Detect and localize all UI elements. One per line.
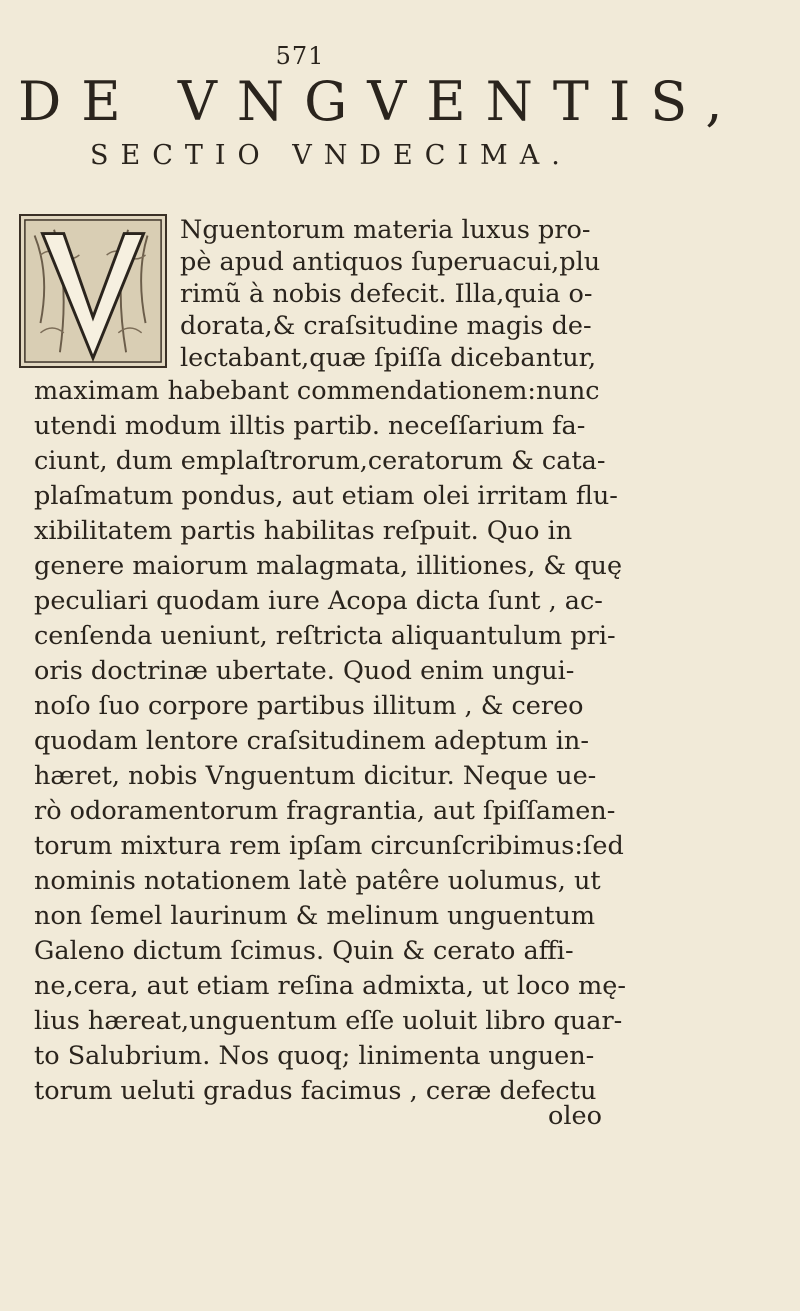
body-line: quodam lentore craſsitudinem adeptum in-: [34, 726, 589, 756]
body-line: torum mixtura rem ipſam circunſcribimus:ſed: [34, 831, 624, 861]
body-line: Nguentorum materia luxus pro-: [180, 215, 591, 245]
body-line: dorata,& craſsitudine magis de-: [180, 311, 592, 341]
decorated-initial-icon: [19, 214, 167, 368]
body-line: rò odoramentorum fragrantia, aut ſpiſſamen-: [34, 796, 616, 826]
body-line: xibilitatem partis habilitas reſpuit. Quo in: [34, 516, 573, 546]
body-line: pè apud antiquos ſuperuacui,plu: [180, 247, 601, 277]
page-number: 571: [275, 42, 325, 70]
body-line: cenſenda ueniunt, reſtricta aliquantulum pri-: [34, 621, 616, 651]
body-line: peculiari quodam iure Acopa dicta ſunt , ac-: [34, 586, 603, 616]
body-line: hæret, nobis Vnguentum dicitur. Neque ue-: [34, 761, 597, 791]
body-line: non ſemel laurinum & melinum unguentum: [34, 901, 596, 931]
body-line: Galeno dictum ſcimus. Quin & cerato affi-: [34, 936, 574, 966]
body-line: utendi modum illtis partib. neceſſarium fa-: [34, 411, 586, 441]
catchword: oleo: [548, 1101, 602, 1131]
body-line: plaſmatum pondus, aut etiam olei irritam flu-: [34, 481, 618, 511]
body-line: lectabant,quæ ſpiſſa dicebantur,: [180, 343, 597, 373]
body-line: noſo ſuo corpore partibus illitum , & cereo: [34, 691, 584, 721]
body-line: ne,cera, aut etiam reſina admixta, ut loco mę-: [34, 971, 626, 1001]
body-line: torum ueluti gradus facimus , ceræ defectu: [34, 1076, 597, 1106]
body-line: genere maiorum malagmata, illitiones, & quę: [34, 551, 623, 581]
section-subtitle: SECTIO VNDECIMA.: [90, 140, 572, 171]
body-line: rimũ à nobis defecit. Illa,quia o-: [180, 279, 593, 309]
chapter-title: DE VNGVENTIS,: [18, 70, 743, 133]
body-line: ciunt, dum emplaſtrorum,ceratorum & cata-: [34, 446, 606, 476]
body-line: maximam habebant commendationem:nunc: [34, 376, 600, 406]
body-line: nominis notationem latè patêre uolumus, ut: [34, 866, 601, 896]
body-line: oris doctrinæ ubertate. Quod enim ungui-: [34, 656, 575, 686]
body-line: lius hæreat,unguentum eſſe uoluit libro quar-: [34, 1006, 623, 1036]
body-line: to Salubrium. Nos quoq; linimenta unguen-: [34, 1041, 595, 1071]
